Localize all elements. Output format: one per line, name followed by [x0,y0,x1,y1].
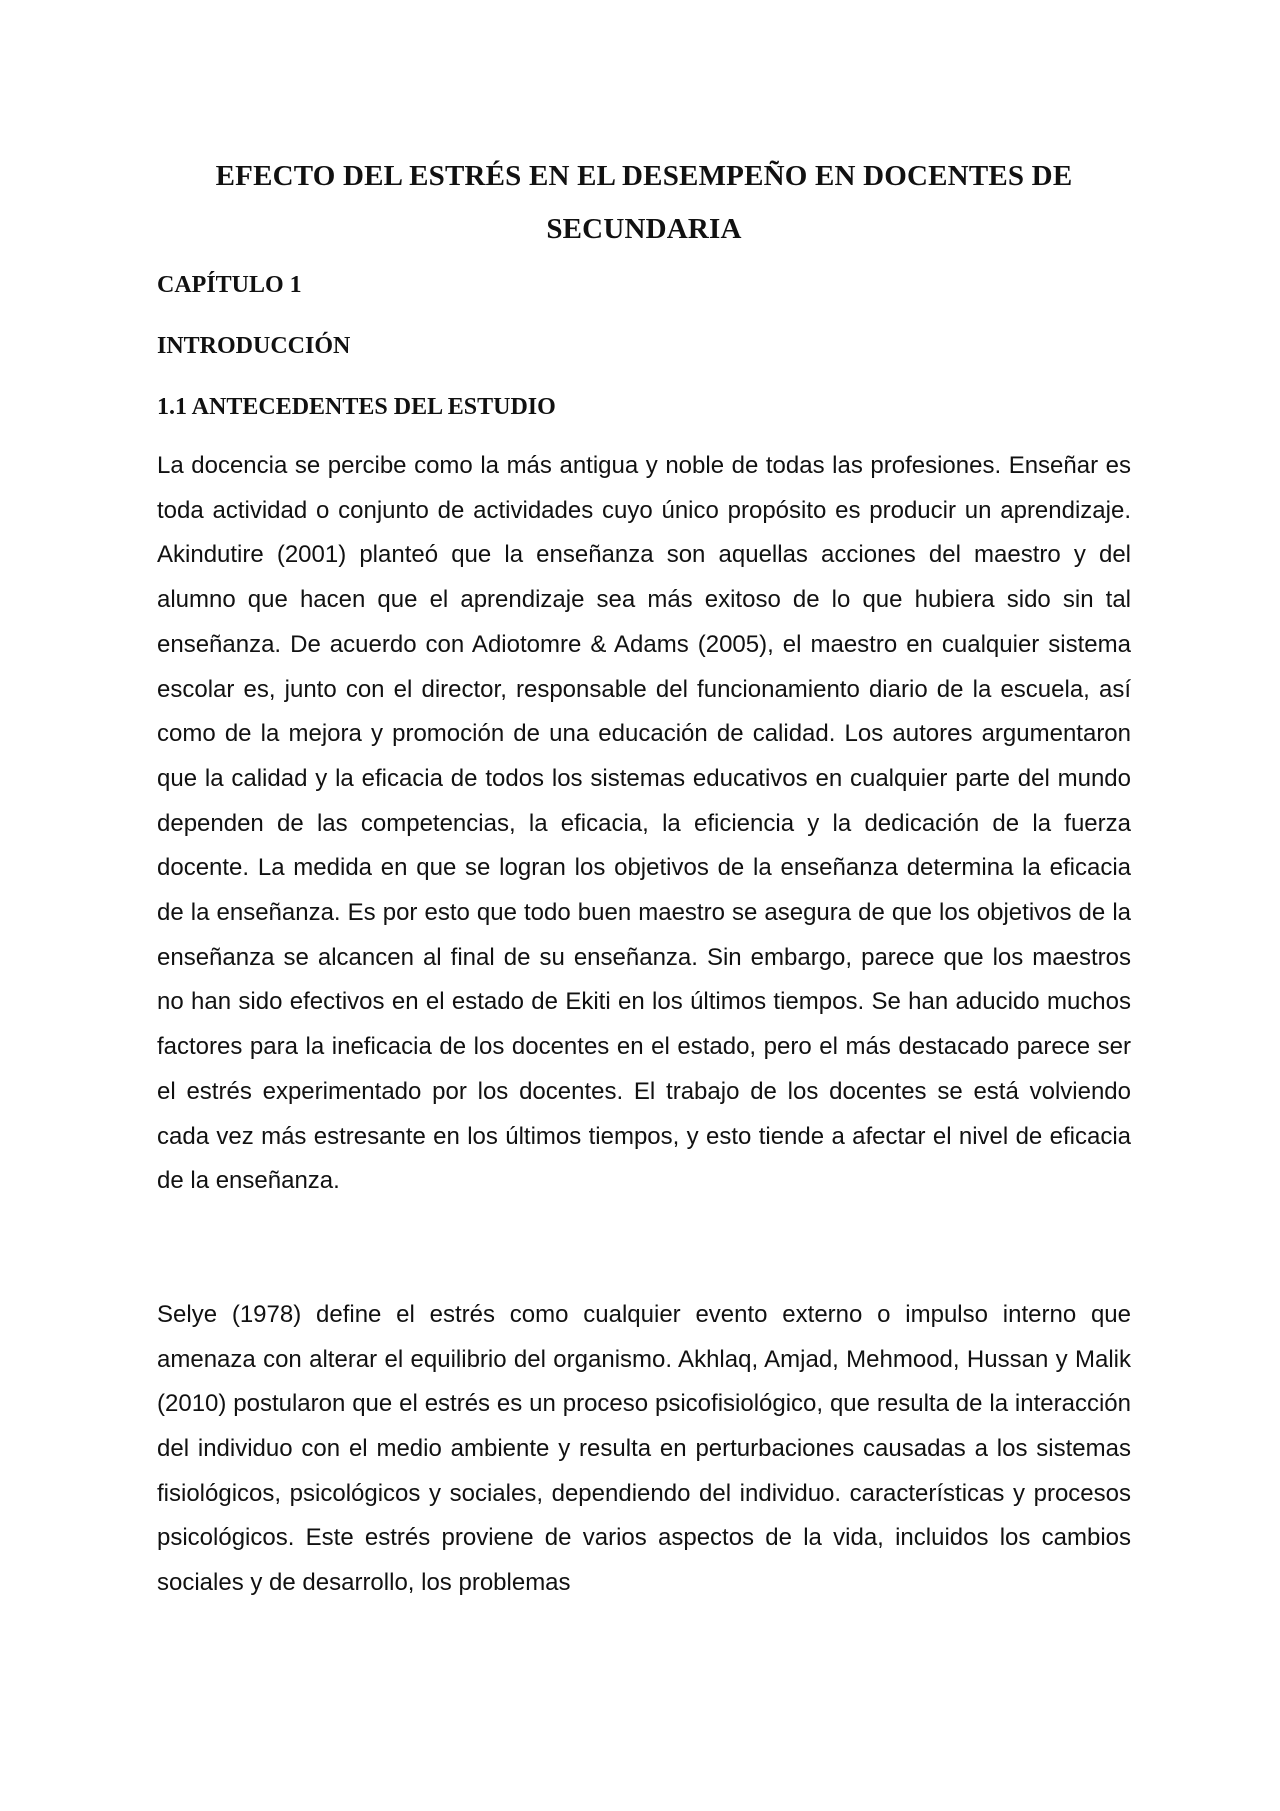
subsection-heading: 1.1 ANTECEDENTES DEL ESTUDIO [157,394,556,420]
document-title-line-1: EFECTO DEL ESTRÉS EN EL DESEMPEÑO EN DOCENTES DE [215,160,1073,192]
paragraph-spacer [157,1204,1131,1293]
section-heading: INTRODUCCIÓN [157,333,351,359]
document-content [157,150,1131,1606]
document-title [157,150,1131,256]
chapter-heading: CAPÍTULO 1 [157,272,302,298]
body-paragraph-2: Selye (1978) define el estrés como cualquier evento externo o impulso interno que amenaza con alterar el equilibrio del organismo. Akhlaq, Amjad, Mehmood, Hussan y Malik (2010) postularon que el estrés es un proceso psicofisiológico, que resulta de la interacción del individuo con el medio ambiente y resulta en perturbaciones causadas a los sistemas fisiológicos, psicológicos y sociales, dependiendo del individuo. características y procesos psicológicos. Este estrés proviene de varios aspectos de la vida, incluidos los cambios sociales y de desarrollo, los problemas [157,1300,1131,1597]
document-title-line-2: SECUNDARIA [546,213,742,245]
body-paragraph-1: La docencia se percibe como la más antigua y noble de todas las profesiones. Enseñar es toda actividad o conjunto de actividades cuyo único propósito es producir un aprendizaje. Akindutire (2001) planteó que la enseñanza son aquellas acciones del maestro y del alumno que hacen que el aprendizaje sea más exitoso de lo que hubiera sido sin tal enseñanza. De acuerdo con Adiotomre & Adams (2005), el maestro en cualquier sistema escolar es, junto con el director, responsable del funcionamiento diario de la escuela, así como de la mejora y promoción de una educación de calidad. Los autores argumentaron que la calidad y la eficacia de todos los sistemas educativos en cualquier parte del mundo dependen de las competencias, la eficacia, la eficiencia y la dedicación de la fuerza docente. La medida en que se logran los objetivos de la enseñanza determina la eficacia de la enseñanza. Es por esto que todo buen maestro se asegura de que los objetivos de la enseñanza se alcancen al final de su enseñanza. Sin embargo, parece que los maestros no han sido efectivos en el estado de Ekiti en los últimos tiempos. Se han aducido muchos factores para la ineficacia de los docentes en el estado, pero el más destacado parece ser el estrés experimentado por los docentes. El trabajo de los docentes se está volviendo cada vez más estresante en los últimos tiempos, y esto tiende a afectar el nivel de eficacia de la enseñanza. [157,452,1131,1195]
